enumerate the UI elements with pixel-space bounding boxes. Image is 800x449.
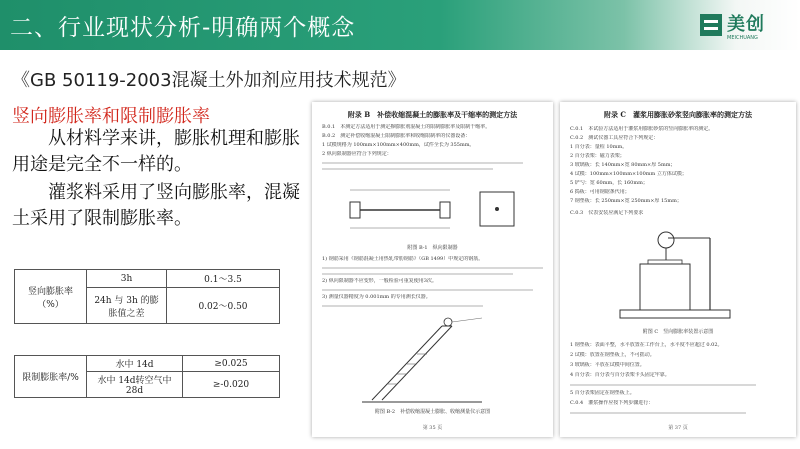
- table-cell: 3h: [87, 270, 167, 288]
- appendix-line: B.0.1 本测定方法适用于测定掺膨胀剂混凝土的限制膨胀率及限制干缩率。: [322, 124, 491, 130]
- logo-subtext: MEICHUANG: [727, 35, 758, 41]
- appendix-line: C.0.4 灌浆操作应按下列步骤进行：: [570, 400, 654, 406]
- vertical-expansion-table: [14, 269, 280, 324]
- appendix-line: 2 纵向限制器应符合下列规定：: [322, 151, 392, 157]
- paragraph-mechanism: [12, 126, 302, 178]
- paragraph-usage-text: 灌浆料采用了竖向膨胀率，混凝土采用了限制膨胀率。: [12, 182, 300, 229]
- appendix-line: 3) 测量仪器精度为 0.001mm 的专用测长仪器。: [322, 294, 431, 300]
- appendix-line: 4 百分表：百分表与百分表架卡头固定牢靠。: [570, 372, 670, 378]
- page-number-c: 第 37 页: [668, 425, 688, 431]
- appendix-line: 1 钢垫板：表面平整，水平放置在工作台上，水平度不应超过 0.02。: [570, 342, 723, 348]
- appendix-line: 1 试模规格为 100mm×100mm×400mm，试件全长为 355mm。: [322, 142, 475, 148]
- table-label: 竖向膨胀率（%）: [15, 270, 87, 324]
- appendix-line: 2) 纵向限制器不应变形，一般检验可重复使用3次。: [322, 278, 437, 284]
- restrained-expansion-table: [14, 355, 280, 398]
- figure-b1-caption: 附图 B-1 纵向限制器: [407, 245, 458, 251]
- logo-mark-icon: [700, 14, 722, 36]
- header-banner: [0, 0, 800, 50]
- table-cell: 水中 14d: [87, 356, 183, 372]
- slide-title: 二、行业现状分析-明确两个概念: [10, 15, 356, 41]
- table-cell: 0.02～0.50: [167, 288, 280, 324]
- appendix-line: 2 试模：放置在钢垫板上，不可摇动。: [570, 352, 655, 358]
- appendix-b-page: [312, 102, 553, 437]
- appendix-line: 6 捣板：可用钢锯条代用；: [570, 189, 630, 195]
- appendix-line: 1 百分表：量程 10mm。: [570, 144, 628, 150]
- document-title: 《GB 50119-2003混凝土外加剂应用技术规范》: [12, 70, 406, 91]
- appendix-line: 2 百分表架：磁力表架；: [570, 153, 625, 159]
- paragraph-mechanism-text: 从材料学来讲，膨胀机理和膨胀用途是完全不一样的。: [12, 128, 300, 175]
- appendix-line: C.0.2 测试仪器工具应符合下列规定：: [570, 135, 659, 141]
- page-number-b: 第 35 页: [422, 425, 443, 431]
- longitudinal-restrainer-figure: [340, 180, 525, 240]
- company-logo: [700, 8, 786, 42]
- paragraph-usage: [12, 180, 302, 232]
- figure-c-caption: 附图 C 竖向膨胀率装置示意图: [642, 329, 714, 335]
- appendix-line: 1) 钢筋采用《钢筋混凝土用热轧带肋钢筋》（GB 1499）中规定的钢筋。: [322, 256, 484, 262]
- appendix-b-heading: 附录 B 补偿收缩混凝土的膨胀率及干缩率的测定方法: [347, 110, 518, 119]
- appendix-c-heading: 附录 C 灌浆用膨胀砂浆竖向膨胀率的测定方法: [603, 110, 752, 119]
- logo-text: 美创: [727, 14, 765, 35]
- appendix-line: C.0.3 仪表安装应满足下列要求: [570, 210, 644, 216]
- appendix-line: 3 玻璃板：平放在试模中间位置。: [570, 362, 645, 368]
- figure-b2-caption: 附图 B-2 补偿收缩混凝土膨胀、收缩测量仪示意图: [374, 409, 491, 415]
- table-cell: 24h 与 3h 的膨胀值之差: [87, 288, 167, 324]
- appendix-line: 3 玻璃板：长 140mm×宽 80mm×厚 5mm；: [570, 162, 676, 168]
- appendix-line: C.0.1 本试验方法适用于灌浆用膨胀砂浆的竖向膨胀率的测定。: [570, 126, 714, 132]
- appendix-line: 5 铲勺：宽 60mm，长 160mm；: [570, 180, 648, 186]
- table-cell: ≥-0.020: [183, 372, 280, 398]
- appendix-line: B.0.2 测定补偿收缩混凝土限制膨胀率和收缩限制率的仪器设备：: [322, 133, 471, 139]
- table-label: 限制膨胀率/%: [15, 356, 87, 398]
- appendix-line: 4 试模：100mm×100mm×100mm 立方体试模；: [570, 171, 687, 177]
- appendix-line: 7 钢垫板：长 250mm×宽 250mm×厚 15mm；: [570, 198, 682, 204]
- vertical-expansion-device-figure: [610, 224, 750, 324]
- table-cell: 0.1～3.5: [167, 270, 280, 288]
- table-cell: ≥0.025: [183, 356, 280, 372]
- section-subheading: 竖向膨胀率和限制膨胀率: [12, 106, 210, 127]
- measuring-instrument-figure: [352, 314, 512, 406]
- appendix-line: 5 百分表架固定在钢垫板上。: [570, 390, 635, 396]
- appendix-c-page: [560, 102, 796, 437]
- table-cell: 水中 14d转空气中 28d: [87, 372, 183, 398]
